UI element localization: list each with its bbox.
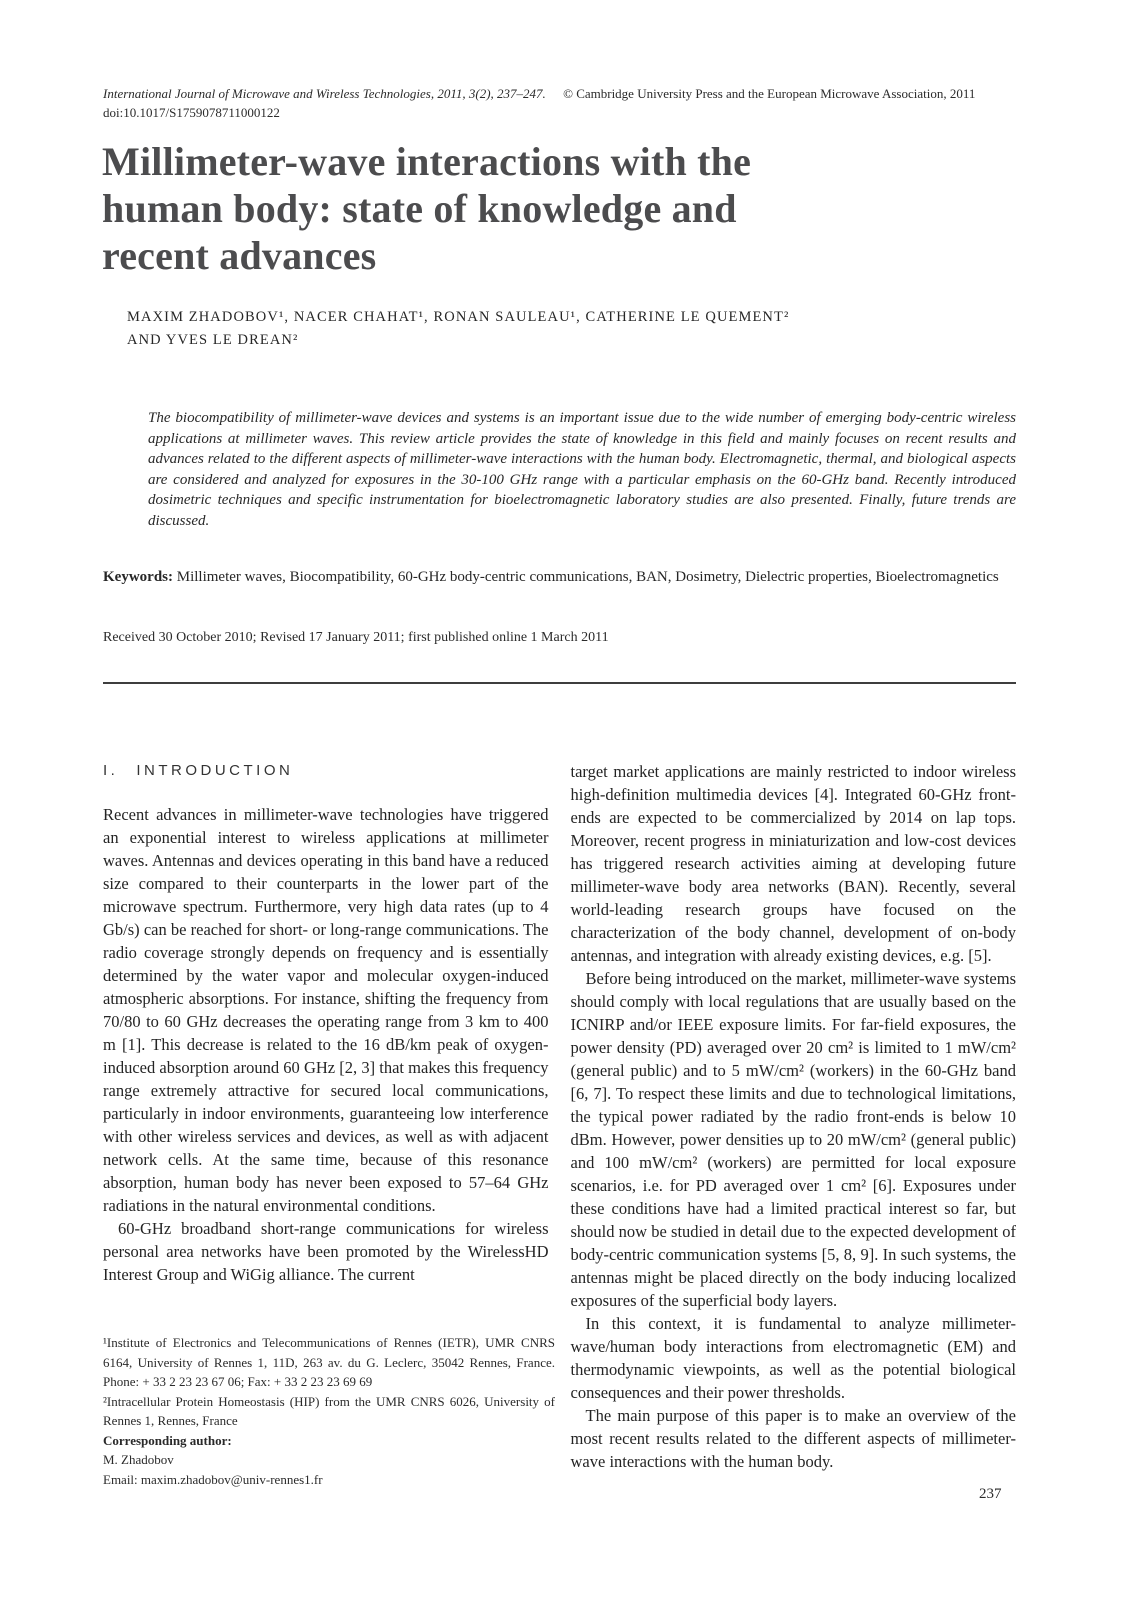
journal-citation-line bbox=[103, 84, 1018, 103]
affiliation-1: ¹Institute of Electronics and Telecommunications of Rennes (IETR), UMR CNRS 6164, University of Rennes 1, 11D, 263 av. du G. Leclerc, 35042 Rennes, France. Phone: + 33 2 23 23 67 06; Fax: + 33 2 23 23 69 69 bbox=[103, 1335, 555, 1389]
body-paragraph: target market applications are mainly restricted to indoor wireless high-definition multimedia devices [4]. Integrated 60-GHz front-ends are expected to be commercialized by 2014 on lap tops. Moreover, recent progress in miniaturization and low-cost devices has triggered research activities aiming at developing future millimeter-wave body area networks (BAN). Recently, several world-leading research groups have focused on the characterization of the body channel, development of on-body antennas, and integration with already existing devices, e.g. [5]. bbox=[570, 762, 1016, 965]
journal-copyright: © Cambridge University Press and the European Microwave Association, 2011 bbox=[563, 86, 976, 101]
author-line: MAXIM ZHADOBOV¹, NACER CHAHAT¹, RONAN SAULEAU¹, CATHERINE LE QUEMENT² bbox=[127, 309, 790, 325]
corresponding-author-name: M. Zhadobov bbox=[103, 1452, 174, 1467]
body-paragraph: 60-GHz broadband short-range communications for wireless personal area networks have been promoted by the WirelessHD Interest Group and WiGig alliance. The current bbox=[103, 1219, 549, 1284]
header-divider-rule bbox=[103, 682, 1016, 684]
section-heading-introduction bbox=[103, 762, 549, 779]
journal-header bbox=[103, 84, 1018, 122]
right-column bbox=[571, 760, 1017, 1473]
journal-citation: International Journal of Microwave and Wireless Technologies, 2011, 3(2), 237–247. bbox=[103, 86, 546, 101]
doi-line: doi:10.1017/S1759078711000122 bbox=[103, 105, 280, 120]
section-numeral: I. bbox=[103, 762, 119, 779]
article-title bbox=[102, 138, 751, 279]
body-paragraph: The main purpose of this paper is to make an overview of the most recent results related to the different aspects of millimeter-wave interactions with the human body. bbox=[570, 1406, 1016, 1471]
article-title-line: Millimeter-wave interactions with the bbox=[102, 139, 752, 184]
received-dates: Received 30 October 2010; Revised 17 January 2011; first published online 1 March 2011 bbox=[103, 630, 609, 645]
keywords-text: Millimeter waves, Biocompatibility, 60-GHz body-centric communications, BAN, Dosimetry, Dielectric properties, Bioelectromagnetics bbox=[173, 569, 999, 585]
affiliation-2: ²Intracellular Protein Homeostasis (HIP) from the UMR CNRS 6026, University of Rennes 1, Rennes, France bbox=[103, 1393, 555, 1428]
body-paragraph: Recent advances in millimeter-wave technologies have triggered an exponential interest to wireless applications at millimeter waves. Antennas and devices operating in this band have a reduced size compared to their counterparts in the lower part of the microwave spectrum. Furthermore, very high data rates (up to 4 Gb/s) can be reached for short- or long-range communications. The radio coverage strongly depends on frequency and is essentially determined by the water vapor and molecular oxygen-induced atmospheric absorptions. For instance, shifting the frequency from 70/80 to 60 GHz decreases the operating range from 3 km to 400 m [1]. This decrease is related to the 16 dB/km peak of oxygen-induced absorption around 60 GHz [2, 3] that makes this frequency range extremely attractive for secured local communications, particularly in indoor environments, guaranteeing low interference with other wireless services and devices, as well as with adjacent network cells. At the same time, because of this resonance absorption, human body has never been exposed to 57–64 GHz radiations in the natural environmental conditions. bbox=[103, 805, 549, 1215]
page-number: 237 bbox=[979, 1486, 1002, 1502]
keywords-block bbox=[103, 566, 1010, 588]
article-title-line: recent advances bbox=[102, 233, 377, 278]
body-paragraph: Before being introduced on the market, millimeter-wave systems should comply with local regulations that are usually based on the ICNIRP and/or IEEE exposure limits. For far-field exposures, the power density (PD) averaged over 20 cm² is limited to 1 mW/cm² (general public) and to 5 mW/cm² (workers) in the 60-GHz band [6, 7]. To respect these limits and due to technological limitations, the typical power radiated by the radio front-ends is below 10 dBm. However, power densities up to 20 mW/cm² (general public) and 100 mW/cm² (workers) are permitted for local exposure scenarios, i.e. for PD averaged over 1 cm² [6]. Exposures under these conditions have had a limited practical interest so far, but should now be studied in detail due to the expected development of body-centric communication systems [5, 8, 9]. In such systems, the antennas might be placed directly on the body inducing localized exposures of the superficial body layers. bbox=[570, 969, 1016, 1310]
keywords-label: Keywords: bbox=[103, 569, 173, 585]
author-list bbox=[127, 306, 789, 352]
abstract-text: The biocompatibility of millimeter-wave devices and systems is an important issue due to the wide number of emerging body-centric wireless applications at millimeter waves. This review article provides the state of knowledge in this field and mainly focuses on recent results and advances related to the different aspects of millimeter-wave interactions with the human body. Electromagnetic, thermal, and biological aspects are considered and analyzed for exposures in the 30-100 GHz range with a particular emphasis on the 60-GHz band. Recently introduced dosimetric techniques and specific instrumentation for bioelectromagnetic laboratory studies are also presented. Finally, future trends are discussed. bbox=[148, 410, 1016, 529]
body-paragraph: In this context, it is fundamental to analyze millimeter-wave/human body interactions from electromagnetic (EM) and thermodynamic viewpoints, as well as the potential biological consequences and their power thresholds. bbox=[570, 1314, 1016, 1402]
author-line: AND YVES LE DREAN² bbox=[127, 332, 299, 348]
article-title-line: human body: state of knowledge and bbox=[102, 186, 737, 231]
corresponding-author-email: Email: maxim.zhadobov@univ-rennes1.fr bbox=[103, 1471, 323, 1487]
corresponding-author-label: Corresponding author: bbox=[103, 1432, 232, 1448]
footnotes-block bbox=[103, 1333, 555, 1489]
section-title: INTRODUCTION bbox=[136, 762, 294, 779]
